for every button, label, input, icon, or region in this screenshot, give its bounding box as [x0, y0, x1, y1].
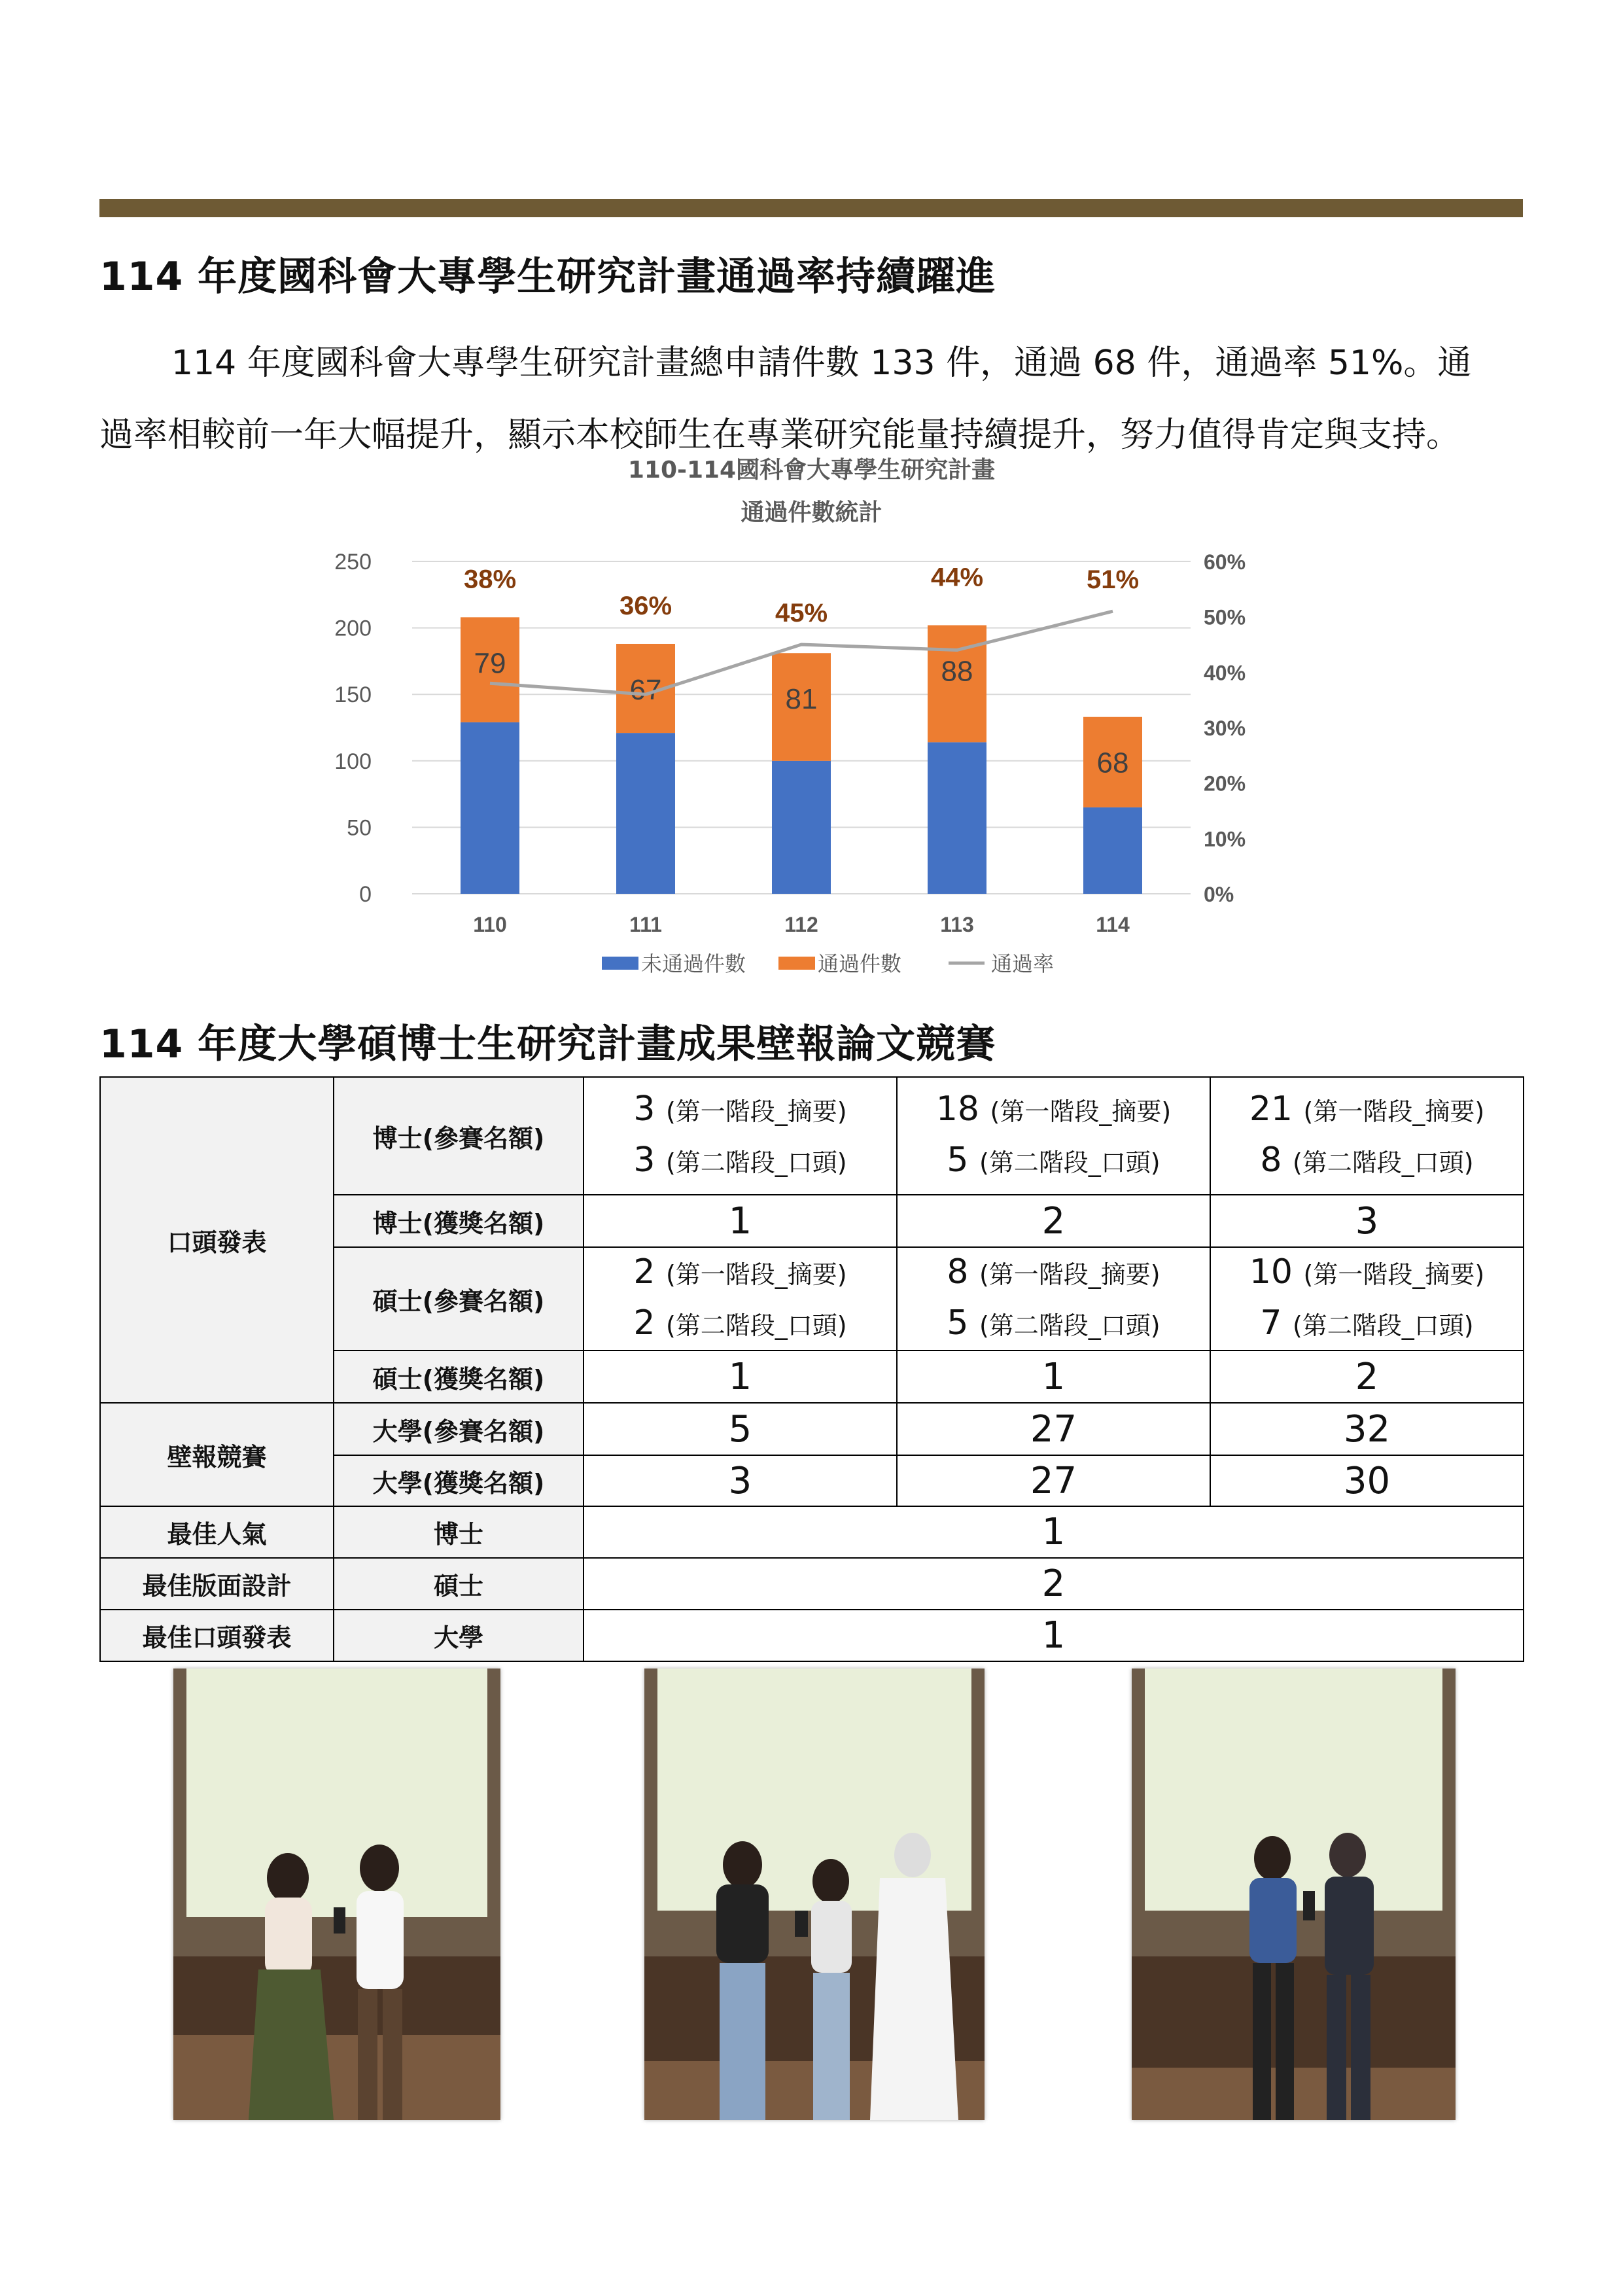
best-oral-level: 大學	[334, 1610, 584, 1661]
best-layout-level: 碩士	[334, 1558, 584, 1610]
results-table	[99, 1076, 1524, 1662]
ms-entries-cell: 2 (第一階段_摘要) 2 (第二階段_口頭)	[584, 1247, 897, 1351]
award-photo-2	[644, 1669, 985, 2120]
phd-entries-cell: 3 (第一階段_摘要) 3 (第二階段_口頭)	[584, 1077, 897, 1195]
y-tick-label: 250	[334, 550, 372, 574]
bar-data-label: 88	[941, 655, 973, 688]
bar-not-passed	[772, 761, 831, 894]
y-tick-label: 150	[334, 682, 372, 708]
ms-awards-label: 碩士(獲獎名額)	[334, 1351, 584, 1403]
group-poster-label: 壁報競賽	[100, 1403, 334, 1506]
y2-tick-label: 30%	[1204, 716, 1246, 740]
ms-entries-cell: 10 (第一階段_摘要) 7 (第二階段_口頭)	[1210, 1247, 1524, 1351]
legend-swatch	[602, 957, 638, 970]
best-popular-level: 博士	[334, 1506, 584, 1558]
phd-entries-label: 博士(參賽名額)	[334, 1077, 584, 1195]
paragraph-line-2: 過率相較前一年大幅提升，顯示本校師生在專業研究能量持續提升，努力值得肯定與支持。	[99, 415, 1461, 455]
rate-data-label: 36%	[619, 591, 672, 620]
table-row	[100, 1077, 1524, 1195]
table-row	[100, 1506, 1524, 1558]
x-tick-label: 114	[1096, 913, 1130, 936]
phd-awards-cell: 3	[1210, 1195, 1524, 1247]
paragraph-line-1: 114 年度國科會大專學生研究計畫總申請件數 133 件，通過 68 件，通過率 51%。通	[171, 344, 1472, 383]
bar-not-passed	[616, 733, 675, 894]
bar-not-passed	[461, 722, 519, 894]
best-popular-label: 最佳人氣	[100, 1506, 334, 1558]
chart-title: 110-114國科會大專學生研究計畫	[627, 457, 996, 484]
y-tick-label: 0	[359, 882, 372, 907]
y2-tick-label: 50%	[1204, 605, 1246, 629]
legend-label: 通過件數	[818, 951, 902, 976]
rate-data-label: 51%	[1086, 565, 1140, 595]
table-row	[100, 1558, 1524, 1610]
ug-awards-cell: 27	[897, 1455, 1210, 1506]
ms-entries-cell: 8 (第一階段_摘要) 5 (第二階段_口頭)	[897, 1247, 1210, 1351]
section1-paragraph	[99, 327, 1526, 471]
x-tick-label: 113	[940, 913, 974, 936]
bar-data-label: 67	[629, 673, 662, 706]
bar-data-label: 79	[474, 647, 506, 680]
section2-title: 114 年度大學碩博士生研究計畫成果壁報論文競賽	[99, 1021, 996, 1067]
section1-title: 114 年度國科會大專學生研究計畫通過率持續躍進	[99, 254, 996, 300]
award-photo-3	[1132, 1669, 1456, 2120]
top-divider-bar	[99, 199, 1523, 217]
best-layout-label: 最佳版面設計	[100, 1558, 334, 1610]
phd-awards-label: 博士(獲獎名額)	[334, 1195, 584, 1247]
table-row	[100, 1403, 1524, 1455]
phd-entries-cell: 18 (第一階段_摘要) 5 (第二階段_口頭)	[897, 1077, 1210, 1195]
ug-awards-cell: 30	[1210, 1455, 1524, 1506]
y2-tick-label: 60%	[1204, 550, 1246, 574]
phd-entries-cell: 21 (第一階段_摘要) 8 (第二階段_口頭)	[1210, 1077, 1524, 1195]
y2-tick-label: 0%	[1204, 883, 1234, 906]
legend-swatch	[778, 957, 815, 970]
award-photo-1	[173, 1669, 500, 2120]
ug-entries-cell: 5	[584, 1403, 897, 1455]
ug-entries-cell: 32	[1210, 1403, 1524, 1455]
ms-awards-cell: 1	[897, 1351, 1210, 1403]
phd-awards-cell: 2	[897, 1195, 1210, 1247]
legend-label: 通過率	[991, 951, 1055, 976]
x-tick-label: 112	[784, 913, 818, 936]
bar-data-label: 68	[1096, 747, 1129, 779]
y-tick-label: 50	[347, 815, 372, 841]
best-oral-label: 最佳口頭發表	[100, 1610, 334, 1661]
bar-data-label: 81	[785, 683, 818, 716]
y-tick-label: 100	[334, 749, 372, 774]
bar-not-passed	[1083, 807, 1142, 894]
ug-awards-cell: 3	[584, 1455, 897, 1506]
table-row	[100, 1610, 1524, 1661]
best-popular-value: 1	[584, 1506, 1524, 1558]
ms-entries-label: 碩士(參賽名額)	[334, 1247, 584, 1351]
y-tick-label: 200	[334, 616, 372, 641]
rate-data-label: 45%	[775, 599, 828, 627]
y2-tick-label: 40%	[1204, 661, 1246, 685]
rate-data-label: 44%	[930, 563, 984, 592]
ug-entries-label: 大學(參賽名額)	[334, 1403, 584, 1455]
best-oral-value: 1	[584, 1610, 1524, 1661]
phd-awards-cell: 1	[584, 1195, 897, 1247]
ug-entries-cell: 27	[897, 1403, 1210, 1455]
bar-not-passed	[928, 742, 986, 894]
x-tick-label: 110	[473, 913, 507, 936]
legend-label: 未通過件數	[641, 951, 746, 976]
x-tick-label: 111	[629, 913, 662, 936]
ms-awards-cell: 2	[1210, 1351, 1524, 1403]
chart-subtitle: 通過件數統計	[741, 499, 882, 526]
ms-awards-cell: 1	[584, 1351, 897, 1403]
pass-rate-chart	[327, 530, 1276, 988]
rate-data-label: 38%	[463, 565, 517, 594]
y2-tick-label: 20%	[1204, 771, 1246, 796]
y2-tick-label: 10%	[1204, 827, 1246, 851]
best-layout-value: 2	[584, 1558, 1524, 1610]
ug-awards-label: 大學(獲獎名額)	[334, 1455, 584, 1506]
group-oral-label: 口頭發表	[100, 1077, 334, 1403]
